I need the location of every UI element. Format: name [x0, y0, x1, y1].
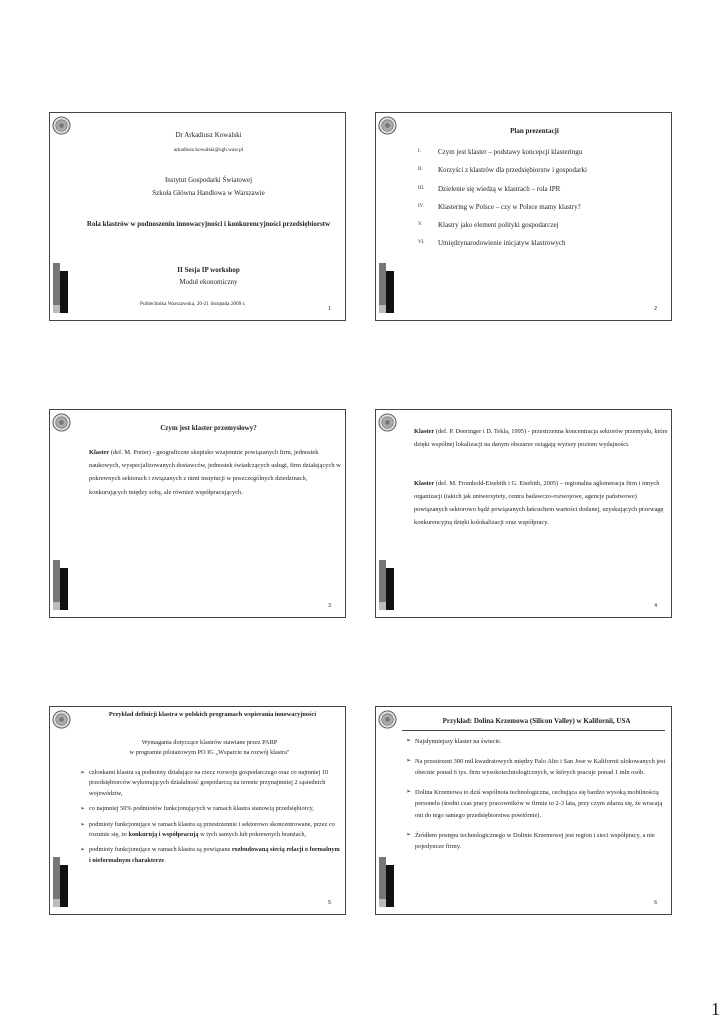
arrow-bullet-icon: ➢ [406, 757, 412, 764]
list-item: ➢ podmioty funkcjonujące w ramach klastra są powiązane rozbudowaną siecią relacji o formalnym i nieformalnym charakterze. [80, 846, 340, 864]
slide-number: 4 [654, 603, 657, 609]
session-name: II Sesja IP workshop [177, 266, 240, 274]
agenda-item: II. Korzyści z klastrów dla przedsiębiorstw i gospodarki [418, 166, 587, 175]
list-item: ➢ Źródłem postępu technologicznego w Dolinie Krzemowej jest region i sieci współpracy, a nie pojedyncze firmy. [406, 831, 655, 851]
school-name: Szkoła Główna Handlowa w Warszawie [152, 189, 265, 197]
agenda-list [418, 143, 665, 253]
list-item: ➢ co najmniej 50% podmiotów funkcjonujących w ramach klastra stanowią przedsiębiorcy, [80, 804, 341, 814]
requirements-list [80, 768, 341, 866]
list-item: ➢ członkami klastra są podmioty działające na rzecz rozwoju gospodarczego oraz co najmniej 10 przedsiębiorców wykonujących działalność gospodarczą na terenie przynajmniej 2 sąsiednich województw, [80, 769, 329, 797]
arrow-bullet-icon: ➢ [80, 806, 86, 813]
slide-1 [49, 112, 346, 321]
arrow-bullet-icon: ➢ [80, 770, 86, 776]
slide-number: 1 [328, 306, 331, 312]
slide-number: 5 [328, 900, 331, 906]
institute-name: Instytut Gospodarki Światowej [164, 176, 253, 184]
slide-5 [49, 706, 346, 915]
university-seal-icon [378, 413, 397, 432]
slide-decoration [50, 410, 72, 618]
university-seal-icon [52, 413, 71, 432]
slide-3 [49, 409, 346, 618]
decorative-bars [379, 857, 395, 907]
slide-decoration [50, 707, 72, 915]
title-divider [402, 730, 665, 731]
slide-decoration [376, 707, 398, 915]
list-item: ➢ Dolina Krzemowa to dziś wspólnota technologiczna, cechująca się bardzo wysoką mobilnością personelu (średni czas pracy pracowników w firmie to 2-3 lata, przy czym zdarza się, że wracają oni do tego samego przedsiębiorstwa powtórnie). [406, 788, 663, 819]
arrow-bullet-icon: ➢ [406, 831, 412, 838]
slide-title: Plan prezentacji [510, 127, 559, 135]
university-seal-icon [378, 710, 397, 729]
page-number: 1 [711, 999, 720, 1019]
event-place-date: Politechnika Warszawska, 20-21 listopada 2009 r. [140, 301, 246, 307]
agenda-item: IV. Klastering w Polsce – czy w Polsce mamy klastry? [418, 202, 581, 211]
facts-list [406, 736, 667, 853]
cluster-definition-fromhold: Klaster (def. M. Fromhold-Eisebith i G. Eisebith, 2005) – regionalna aglomeracja firm i innych organizacji (takich jak uniwersytety, centra badawczo-rozwojowe, agencje państwowe) powiązanych sektorowo bądź powiązanych łańcuchem wartości dodanej, uzyskujących przewagę konkurencyjną dzięki kolokalizacji oraz współpracy. [414, 480, 664, 526]
university-seal-icon [52, 116, 71, 135]
slide-4 [375, 409, 672, 618]
slide-number: 3 [328, 603, 331, 609]
university-seal-icon [378, 116, 397, 135]
agenda-item: III. Dzielenie się wiedzą w klastrach – rola IPR [418, 184, 561, 193]
slide-2 [375, 112, 672, 321]
module-name: Moduł ekonomiczny [179, 278, 238, 286]
list-item: ➢ Najsłynniejszy klaster na świecie. [406, 736, 667, 748]
agenda-item: V. Klastry jako element polityki gospodarczej [418, 221, 559, 230]
cluster-definition-doeringer: Klaster (def. P. Doeringer i D. Tekla, 1995) - przestrzenna koncentracja sektorów przemysłu, które dzięki wspólnej lokalizacji na danym obszarze osiągają wyższy poziom wydajności. [414, 428, 668, 448]
agenda-item: I. Czym jest klaster – podstawy koncepcji klasteringu [418, 148, 583, 156]
list-item: ➢ Na przestrzeni 300 mil kwadratowych między Palo Alto i San Jose w Kalifornii ulokowanych jest obecnie ponad 6 tys. firm wysokotechnologicznych, w których pracuje ponad 1 mln osób. [406, 757, 666, 777]
author-email: arkadiusz.kowalski@sgh.waw.pl [173, 147, 244, 153]
slide-title: Czym jest klaster przemysłowy? [160, 424, 257, 432]
decorative-bars [379, 263, 395, 313]
slide-decoration [376, 113, 398, 321]
decorative-bars [53, 857, 69, 907]
slide-number: 2 [654, 306, 657, 312]
slide-decoration [376, 410, 398, 618]
university-seal-icon [52, 710, 71, 729]
arrow-bullet-icon: ➢ [406, 738, 412, 744]
presentation-title: Rola klastrów w podnoszeniu innowacyjności i konkurencyjności przedsiębiorstw [86, 220, 331, 228]
arrow-bullet-icon: ➢ [80, 847, 86, 854]
slide-title: Przykład definicji klastra w polskich programach wspierania innowacyjności [108, 711, 317, 718]
arrow-bullet-icon: ➢ [80, 821, 86, 828]
cluster-definition: Klaster (def. M. Porter) - geograficzne skupisko wzajemnie powiązanych firm, jednostek naukowych, wyspecjalizowanych dostawców, jednostek świadczących usługi, firm działających w pokrewnych sektorach i związanych z nimi instytucji w poszczególnych dziedzinach, konkurujących między sobą, ale również współpracujących. [89, 449, 341, 496]
slide-title: Przykład: Dolina Krzemowa (Silicon Valley) w Kalifornii, USA [442, 717, 631, 725]
decorative-bars [53, 263, 69, 313]
slide-6 [375, 706, 672, 915]
arrow-bullet-icon: ➢ [406, 788, 412, 795]
author-name: Dr Arkadiusz Kowalski [175, 131, 242, 139]
decorative-bars [379, 560, 395, 610]
slide-decoration [50, 113, 72, 321]
decorative-bars [53, 560, 69, 610]
slide-number: 6 [654, 900, 657, 906]
slide-subtitle: Wymagania dotyczące klastrów stawiane przez PARP w programie pilotażowym PO IG „Wsparcie na rozwój klastra" [129, 739, 290, 756]
list-item: ➢ podmioty funkcjonujące w ramach klastra są przestrzennie i sektorowo skoncentrowane, przez co rozumie się, że konkurują i współpracują w tych samych lub pokrewnych branżach, [80, 820, 335, 839]
agenda-item: VI. Umiędzynarodowienie inicjatyw klastrowych [418, 239, 566, 248]
